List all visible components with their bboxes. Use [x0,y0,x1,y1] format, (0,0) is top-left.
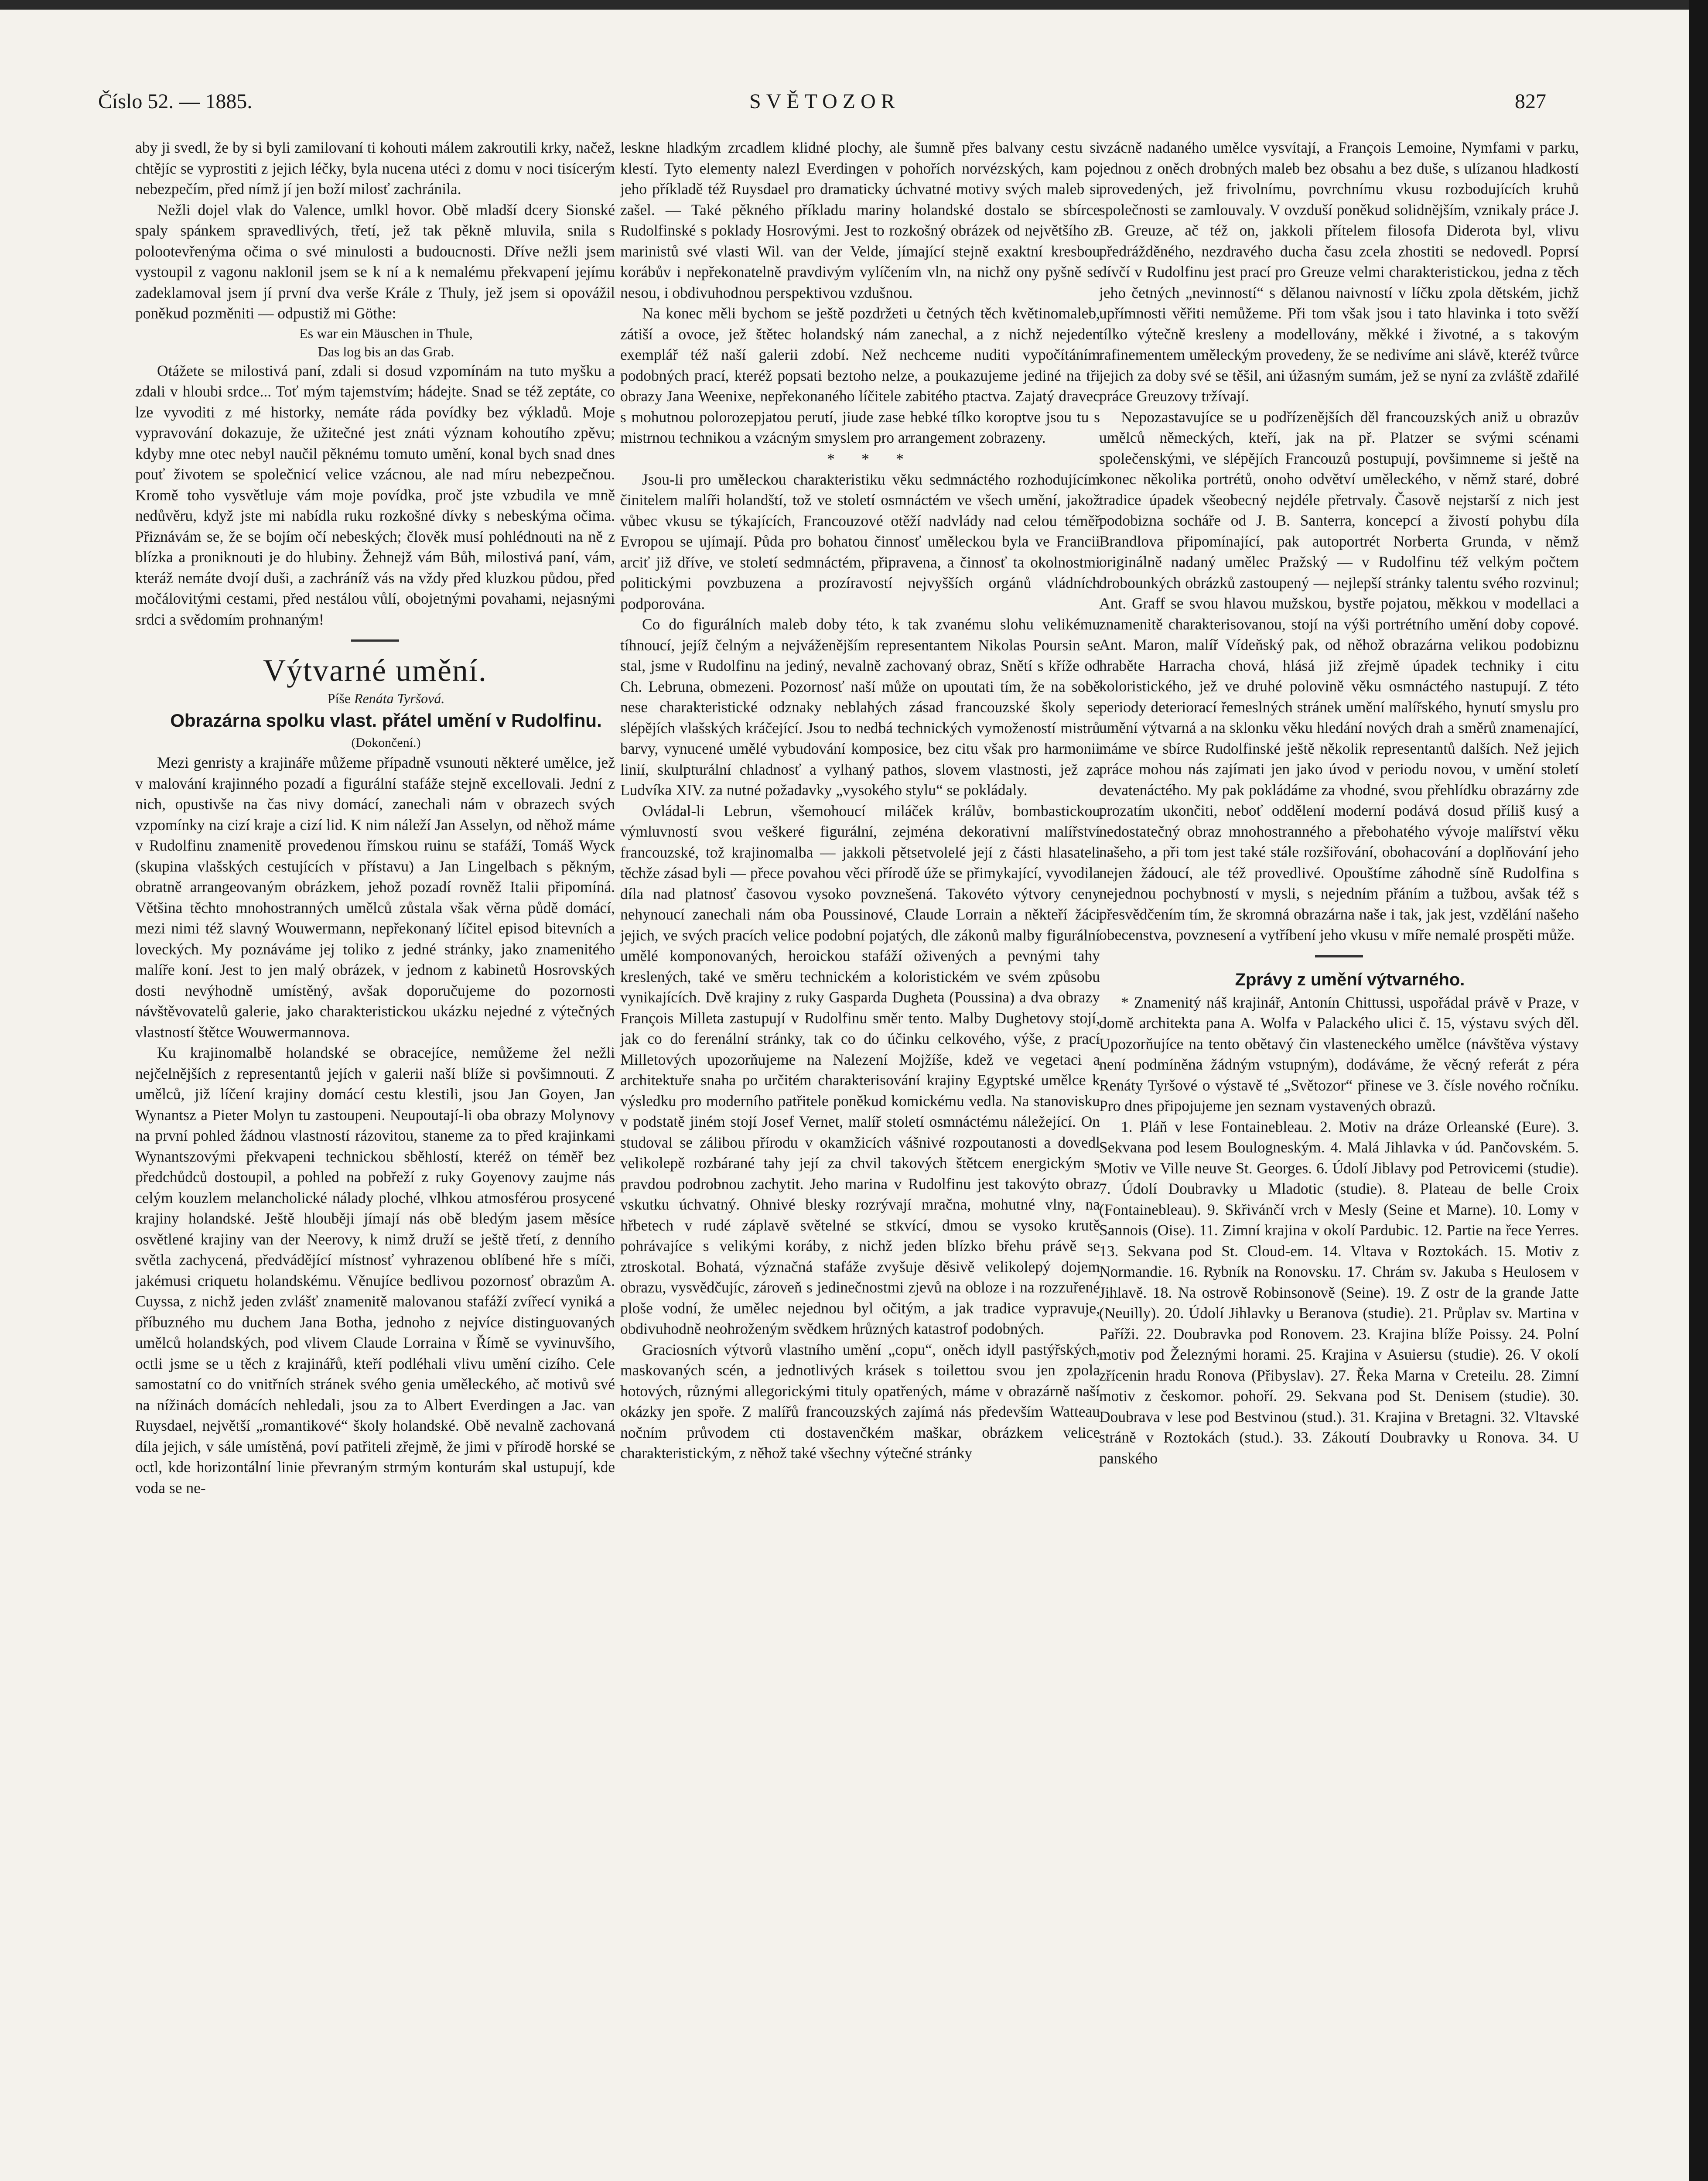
paragraph: vzácně nadaného umělce vysvítají, a François Lemoine, Nymfami v parku, jednou z oněch drobných maleb bez obsahu a bez duše, s ulízanou hladkostí provedených, jež frivolnímu, povrchnímu vkusu rozbodujících kruhů společnosti se zamlouvaly. V ovzduší poněkud solidnějším, vznikaly práce J. B. Greuze, ač též on, jakkoli přítelem filosofa Diderota byl, vlivu předrážděného, nezdravého ducha času zcela zhostiti se nedovedl. Poprsí dívčí v Rudolfinu jest prací pro Greuze velmi charakteristickou, jedna z těch jeho četných „nevinností“ s dělanou naivností v líčku zpola dětském, jichž upřímnosti věřiti nemůžeme. Při tom však jsou i tato hlavinka i toto svěží tílko výtečně kresleny a modellovány, měkké i životné, a s takovým rafinementem uměleckým provedeny, že se nedivíme ani slávě, kteréž tvůrce jejich za doby své se těšil, ani úžasným sumám, jež se nyní za zvláště zdařilé práce Greuzovy tržívají. [1099,139,1579,405]
paragraph: Otážete se milostivá paní, zdali si dosud vzpomínám na tuto myšku a zdali v hloubi srdce... Toť mým tajemstvím; hádejte. Snad se též zeptáte, co lze vyvoditi z mé historky, nemáte ráda povídky bez výkladů. Moje vypravování dokazuje, že užitečné jest znáti význam kohoutího zpěvu; kdyby mne otec nebyl naučil pěknému tomuto umění, konal bych snad dnes pouť životem se společnicí velice vzácnou, ale nad míru nebezpečnou. Kromě toho vysvětluje vám moje povídka, proč jste vzbudila ve mně nedůvěru, když jste mi nabídla ruku rozkošné dívky s nebeskýma očima. Přiznávám se, že se bojím očí nebeských; člověk musí pohlédnouti na ně z blízka a proniknouti je do hlubiny. Žehnejž vám Bůh, milostivá paní, vám, kteráž nemáte dvojí duši, a zachráníž vás na vždy před kluzkou půdou, před močálovitými cestami, před nestálou vůlí, obojetnými povahami, nejasnými srdci a svědomím prohnaným! [135,362,615,628]
magazine-title: SVĚTOZOR [749,90,900,113]
section-divider [1315,955,1363,957]
verse-line: Das log bis an das Grab. [318,343,454,359]
asterism-divider: * * * [827,450,915,468]
scan-right-edge [1689,0,1708,2181]
paragraph: Nepozastavujíce se u podřízenějších děl francouzských aniž u obrazův umělců německých, kteří, jak na př. Platzer se svými scénami společenskými, ve slépějích Francouzů postupují, povšimneme si ještě na konec několika portrétů, onoho odvětví uměleckého, v němž staré, dobré tradice úpadek všeobecný nejdéle přetrvaly. Časově nejstarší z nich jest podobizna socháře od J. B. Santerra, koncepcí a živostí pohybu díla Brandlova připomínající, pak autoportrét Norberta Grunda, v němž originálně nadaný umělec Pražský — v Rudolfinu též velkým počtem drobounkých obrázků zastoupený — nejlepší stránky talentu svého rozvinul; Ant. Graff se svou hlavou mužskou, bystře pojatou, měkkou v modellaci a znamenitě charakterisovanou, stojí na výši portrétního umění doby copové. Ant. Maron, malíř Vídeňský pak, od něhož obrazárna velikou podobiznu hraběte Harracha chová, hlásá již zřejmě úpadek techniky i citu koloristického, jež ve druhé polovině věku osmnáctého nastupují. Z této periody deteriorací řemeslných stránek umění malířského, hynutí smyslu pro umění výtvarná a na sklonku věku hledání nových drah a směrů znamenající, máme ve sbírce Rudolfinské ještě několik representantů dalších. Než jejich práce mohou nás zajímati jen jako úvod v periodu novou, v umění století devatenáctého. My pak pokládáme za vhodné, svou přehlídku obrazárny zde prozatím ukončiti, neboť oddělení moderní podává dosud příliš kusý a nedostatečný obraz mnohostranného a přebohatého vývoje malířství věku našeho, a při tom jest také stále rozšiřování, obohacování a doplňování jeho nejen žádoucí, ale též provedlivé. Opouštíme záhodně síně Rudolfina s nejednou pochybností v mysli, s nejedním přáním a tužbou, avšak též s přesvědčením tím, že skromná obrazárna naše i tak, jak jest, vzdělání našeho obecenstva, povznesení a vytříbení jeho vkusu v míře nemalé prospěti může. [1099,408,1579,944]
paragraph: Ku krajinomalbě holandské se obracejíce, nemůžeme žel nežli nejčelnějších z representantů jejích v galerii naší blíže si povšimnouti. Z umělců, již líčení krajiny domácí cestu klestili, jsou Jan Goyen, Jan Wynantsz a Pieter Molyn tu zastoupeni. Neupoutají-li oba obrazy Molynovy na první pohled žádnou vlastností rázovitou, staneme za to před krajinkami Wynantszovými překvapeni technickou sběhlostí, kteréž on téměř bez předchůdců dostoupil, a pohled na pobřeží z ruky Goyenovy zaujme nás celým kouzlem melancholické nálady ploché, vlhkou atmosférou prosycené krajiny holandské. Ještě hlouběji jímají nás obě bledým jasem měsíce osvětlené krajiny van der Neerovy, k nimž druží se ještě třetí, z denního světla zachycená, předvádějící místnosť vyhrazenou oblíbené hře s míči, jakémusi criquetu holandskému. Věnujíce bedlivou pozornosť obrazům A. Cuyssa, z nichž jeden zvlášť znamenitě malovanou stafáží zvířecí vyniká a příbuzného mu duchem Jana Botha, jednoho z nejvíce distinguovaných umělců holandských, pod vlivem Claude Lorraina v Římě se vyvinuvšího, octli jsme se u těch z krajinářů, kteří podléhali vlivu umění cizího. Cele samostatní co do vnitřních stránek svého genia uměleckého, ač motivů své na nížinách domácích nehledali, jsou za to Albert Everdingen a Jac. van Ruysdael, největší „romantikové“ školy holandské. Obě nevalně zachovaná díla jejich, v sále umístěná, poví patřiteli zřejmě, že jimi v přírodě horské se octl, kde horizontální linie převraným strmým konturám skal ustupují, kde voda se ne- [135,1044,615,1497]
byline [135,689,615,708]
byline-author: Renáta Tyršová. [354,691,445,706]
paragraph: Mezi genristy a krajináře můžeme případně vsunouti některé umělce, jež v malování krajinného pozadí a figurální stafáže stejně excellovali. Jední z nich, opustivše na čas nivy domácí, zanechali nám v obrazech svých vzpomínky na cizí kraje a cizí lid. K nim náleží Jan Asselyn, od něhož máme v Rudolfinu znamenitě provedenou římskou ruinu se stafáží, Tomáš Wyck (skupina vlašských cestujících v přístavu) a Jan Lingelbach s pěkným, obratně arrangeovaným obrázkem, jehož pozadí rovněž Italii připomíná. Většina těchto mnohostranných umělců zůstala však věrna půdě domácí, mezi nimi též slavný Wouwermann, nepřekonaný líčitel episod bitevních a loveckých. My poznáváme jej toliko z jedné stránky, jako znamenitého malíře koní. Jest to jen malý obrázek, v jednom z kabinetů Hosrovských dosti nevýhodně umístěný, avšak doporučujeme do pozornosti návštěvovatelů galerie, jako charakteristickou ukázku nejedné z výtečných vlastností štětce Wouwermannova. [135,754,615,1041]
scan-top-edge [0,0,1708,10]
news-section-title: Zprávy z umění výtvarného. [1235,970,1465,989]
issue-number: Číslo 52. — 1885. [98,90,253,113]
paragraph: Ovládal-li Lebrun, všemohoucí miláček králův, bombastickou výmluvností svou veškeré figurální, zejména dekorativní malířství francouzské, tož krajinomalba — jakkoli pětsetvolelé její z části hlasateli těchže zásad byli — přece povahou věci přírodě úže se přimykající, vyvodila díla nad platnosť časovou vysoko povznešená. Takovéto výtvory ceny nehynoucí zanechali nám oba Poussinové, Claude Lorrain a někteří žáci jejich, ve svých pracích velice podobní pojatých, dle zákonů malby figurální umělé komponovaných, heroickou stafáží oživených a pevnými tahy kreslených, také ve směru technickém a koloristickém ve svém způsobu vynikajících. Dvě krajiny z ruky Gasparda Dugheta (Poussina) a dva obrazy François Milleta zastupují v Rudolfinu směr tento. Malby Dughetovy stojí, jak co do ferenální stránky, tak co do účinku celkového, výše, z prací Milletových upozorňujeme na Nalezení Mojžíše, kdež ve vegetaci a architektuře snaha po určitém charakterisování krajiny Egyptské umělce k výsledku pro moderního patřitele poněkud komickému vedla. Na stanovisku v podstatě jiném stojí Josef Vernet, malíř století osmnáctému náležející. On studoval se zálibou přírodu v okamžicích vášnivé rozpoutanosti a dovedl velikolepě rozbárané tahy její za chvil takových štětcem energickým s pravdou podrobnou zachytit. Jeho marina v Rudolfinu jest takovýto obraz vskutku úchvatný. Ohnivé blesky rozrývají mračna, mohutné vlny, na hřbetech v rudé záplavě světelné se stkvící, dmou se vysoko krutě pohrávajíce s velikými koráby, z nichž jeden blízko břehu právě se ztroskotal. Bohatá, význačná stafáže zvyšuje děsivě velikolepý dojem obrazu, vysvědčujíc, zároveň s jedinečnostmi zjevů na obloze i na rozzuřené ploše vodní, že umělec nejednou byl očitým, a jak tradice vypravuje, obdivuhodně neohroženým svědkem hrůzných katastrof podobných. [620,802,1100,1337]
column-3 [1099,137,1579,1469]
verse-line: Es war ein Mäuschen in Thule, [299,325,473,341]
paragraph: Graciosních výtvorů vlastního umění „copu“, oněch idyll pastýřských, maskovaných scén, a jednotlivých krásek s toilettou svou jen zpola hotových, různými allegorickými tituly opatřených, máme v obrazárně naší okázky jen spoře. Z malířů francouzských zajímá nás především Watteau nočním průvodem cti dostavenčkém maškar, obrázkem velice charakteristickým, z něhož také všechny výtečné stránky [620,1340,1100,1462]
paragraph: aby ji svedl, že by si byli zamilovaní ti kohouti málem zakroutili krky, načež, chtějíc se vyprostiti z jejich léčky, byla nucena utéci z domu v noci tisícerým nebezpečím, před nímž jí jen boží milosť zachránila. [135,139,615,198]
paragraph: Co do figurálních maleb doby této, k tak zvanému slohu velikému tíhnoucí, jejíž čelným a nejváženějším representantem Nikolas Poursin se stal, jsme v Rudolfinu na jediný, nevalně zachovaný obraz, Snětí s kříže od Ch. Lebruna, obmezeni. Pozornosť naší může on upoutati tím, že na sobě nese charakteristické odznaky neblahých zásad francouzské školy se slépějích vlašských kráčející. Jsou to nedbá technických vymožeností mistrů barvy, vynucené umělé vybudování komposice, bez citu však pro harmonii linií, skulpturální chladnosť a vylhaný pathos, slovem vlastnosti, jež za Ludvíka XIV. za nutné požadavky „vysokého stylu“ se pokládaly. [620,615,1100,799]
paragraph: Na konec měli bychom se ještě pozdržeti u četných těch květinomaleb, zátiší a ovoce, jež štětec holandský nám zanechal, a z nichž nejeden exemplář též naší galerii zdobí. Než nechceme nuditi vypočítáním podobných prací, kteréž popsati beztoho nelze, a poukazujeme jediné na tři obrazy Jana Weenixe, nepřekonaného líčitele zabitého ptactva. Zajatý dravec s mohutnou polorozepjatou perutí, jiude zase hebké tílko koroptve jsou tu s mistrnou technikou a vzácným smyslem pro arrangement zobrazeny. [620,304,1100,446]
section-divider [351,639,399,642]
continued-note: (Dokončení.) [351,735,421,750]
article-headline: Obrazárna spolku vlast. přátel umění v Rudolfinu. [170,710,602,731]
page-number: 827 [1515,90,1546,113]
paragraph: Nežli dojel vlak do Valence, umlkl hovor. Obě mladší dcery Sionské spaly spánkem spravedlivých, třetí, jež tak pěkně mluvila, snila s polootevřenýma očima o své minulosti a budoucnosti. Dříve nežli jsem vystoupil z vagonu naklonil jsem se k ní a k nemalému překvapení jejímu zadeklamoval jsem jí první dva verše Krále z Thuly, jež jsem si opovážil poněkud pozměniti — odpustiž mi Göthe: [135,201,615,322]
section-title: Výtvarné umění. [263,653,487,688]
byline-prefix: Píše [327,691,351,706]
paragraph: * Znamenitý náš krajinář, Antonín Chittussi, uspořádal právě v Praze, v domě architekta pana A. Wolfa v Palackého ulici č. 15, výstavu svých děl. Upozorňujíce na tento obětavý čin vlasteneckého umělce (návštěva výstavy není podmíněna žádným vstupným), dodáváme, že věcný referát z péra Renáty Tyršové o výstavě té „Světozor“ přinese ve 3. čísle nového ročníku. Pro dnes připojujeme jen seznam vystavených obrazů. [1099,993,1579,1114]
paragraph: leskne hladkým zrcadlem klidné plochy, ale šumně přes balvany cestu si klestí. Tyto elementy nalezl Everdingen v pohořích norvézských, kam po jeho příkladě též Ruysdael pro dramaticky úchvatné motivy svých maleb si zašel. — Také pěkného příkladu mariny holandské dostalo se sbírce Rudolfinské s poklady Hosrovými. Jest to rozkošný obrázek od největšího z marinistů své vlasti Wil. van der Velde, jímající stejně exaktní kresbou korábův i nepřekonatelně pravdivým vylíčením vln, na nichž ony pyšně se nesou, i obdivuhodnou perspektivou vzdušnou. [620,139,1100,301]
column-1 [135,137,615,1498]
exhibition-list: 1. Pláň v lese Fontainebleau. 2. Motiv na dráze Orleanské (Eure). 3. Sekvana pod lesem Boulogneským. 4. Malá Jihlavka v úd. Pančovském. 5. Motiv ve Ville neuve St. Georges. 6. Údolí Jiblavy pod Petrovicemi (studie). 7. Údolí Doubravky u Mladotic (studie). 8. Plateau de belle Croix (Fontainebleau). 9. Skřivánčí vrch v Mesly (Seine et Marne). 10. Lomy v Sannois (Oise). 11. Zimní krajina v okolí Pardubic. 12. Partie na řece Yerres. 13. Sekvana pod St. Cloud-em. 14. Vltava v Roztokách. 15. Motiv z Normandie. 16. Rybník na Ronovsku. 17. Chrám sv. Jakuba s Heulosem v Jihlavě. 18. Na ostrově Robinsonově (Seine). 19. Z ostr de la grande Jatte (Neuilly). 20. Údolí Jihlavky u Beranova (studie). 21. Průplav sv. Martina v Paříži. 22. Doubravka pod Ronovem. 23. Krajina blíže Poissy. 24. Polní motiv pod Železnými horami. 25. Krajina v Asuiersu (studie). 26. V okolí zřícenin hradu Ronova (Přibyslav). 27. Řeka Marna v Creteilu. 28. Zimní motiv z českomor. pohoří. 29. Sekvana pod St. Denisem (studie). 30. Doubrava v lese pod Bestvinou (stud.). 31. Krajina v Bretagni. 32. Vltavské stráně v Roztokách (stud.). 33. Zákoutí Doubravky u Ronova. 34. U panského [1099,1118,1579,1467]
paragraph: Jsou-li pro uměleckou charakteristiku věku sedmnáctého rozhodujícím činitelem malíři holandští, tož ve století osmnáctém ve všech umění, jakož vůbec vkusu se týkajících, Francouzové otěží nadvlády nad celou téměř Evropou se ujímají. Půda pro bohatou činnosť uměleckou byla ve Francii arciť již dříve, ve století sedmnáctém, připravena, a činnosť ta okolnostmi politickými povzbuzena a prozíravostí nejvyšších orgánů vládních podporována. [620,470,1100,612]
column-2 [620,137,1100,1464]
page-header [98,89,1546,120]
